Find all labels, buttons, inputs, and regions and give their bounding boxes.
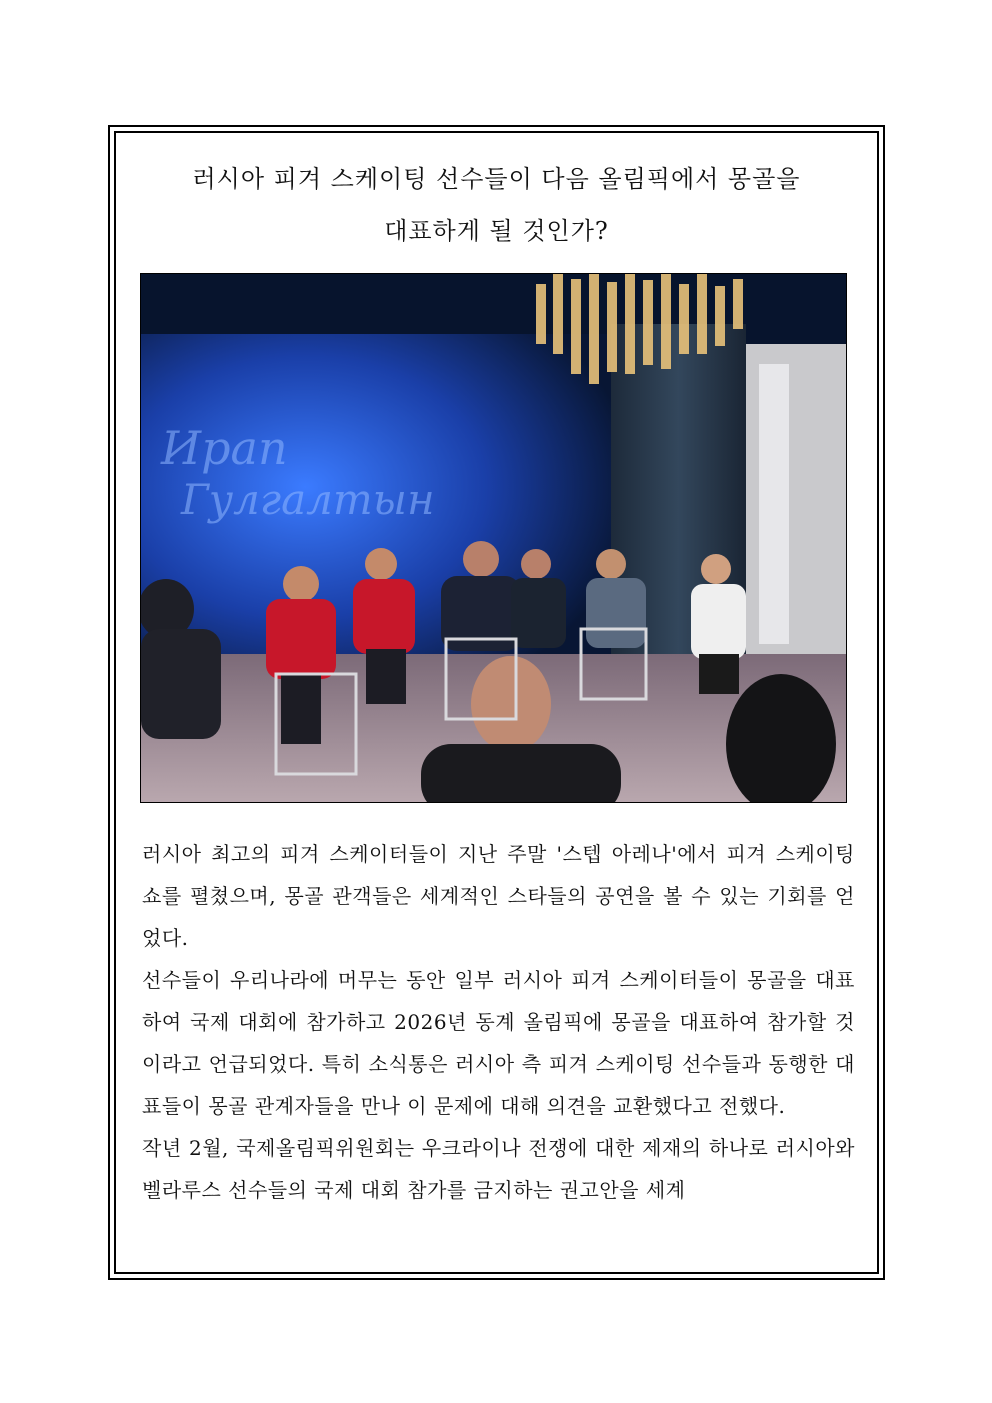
article-body — [142, 833, 855, 1211]
page-border-outer — [108, 125, 885, 1280]
article-title-line-1: 러시아 피겨 스케이팅 선수들이 다음 올림픽에서 몽골을 — [192, 165, 801, 193]
article-paragraph: 선수들이 우리나라에 머무는 동안 일부 러시아 피겨 스케이터들이 몽골을 대표하여 국제 대회에 참가하고 2026년 동계 올림픽에 몽골을 대표하여 참가할 것이라고 언급되었다. 특히 소식통은 러시아 측 피겨 스케이팅 선수들과 동행한 대표들이 몽골 관계자들을 만나 이 문제에 대해 의견을 교환했다고 전했다. — [142, 968, 855, 1118]
svg-text:Гулгалтын: Гулгалтын — [181, 475, 435, 524]
article-paragraph: 작년 2월, 국제올림픽위원회는 우크라이나 전쟁에 대한 제재의 하나로 러시아와 벨라루스 선수들의 국제 대회 참가를 금지하는 권고안을 세계 — [142, 1136, 855, 1202]
article-paragraph: 러시아 최고의 피겨 스케이터들이 지난 주말 '스텝 아레나'에서 피겨 스케이팅 쇼를 펼쳤으며, 몽골 관객들은 세계적인 스타들의 공연을 볼 수 있는 기회를 얻었다. — [142, 842, 855, 950]
press-conference-photo — [140, 273, 847, 803]
article-title-line-2: 대표하게 될 것인가? — [384, 217, 609, 245]
article-title — [140, 153, 853, 257]
svg-text:Ираn: Ираn — [161, 421, 288, 475]
